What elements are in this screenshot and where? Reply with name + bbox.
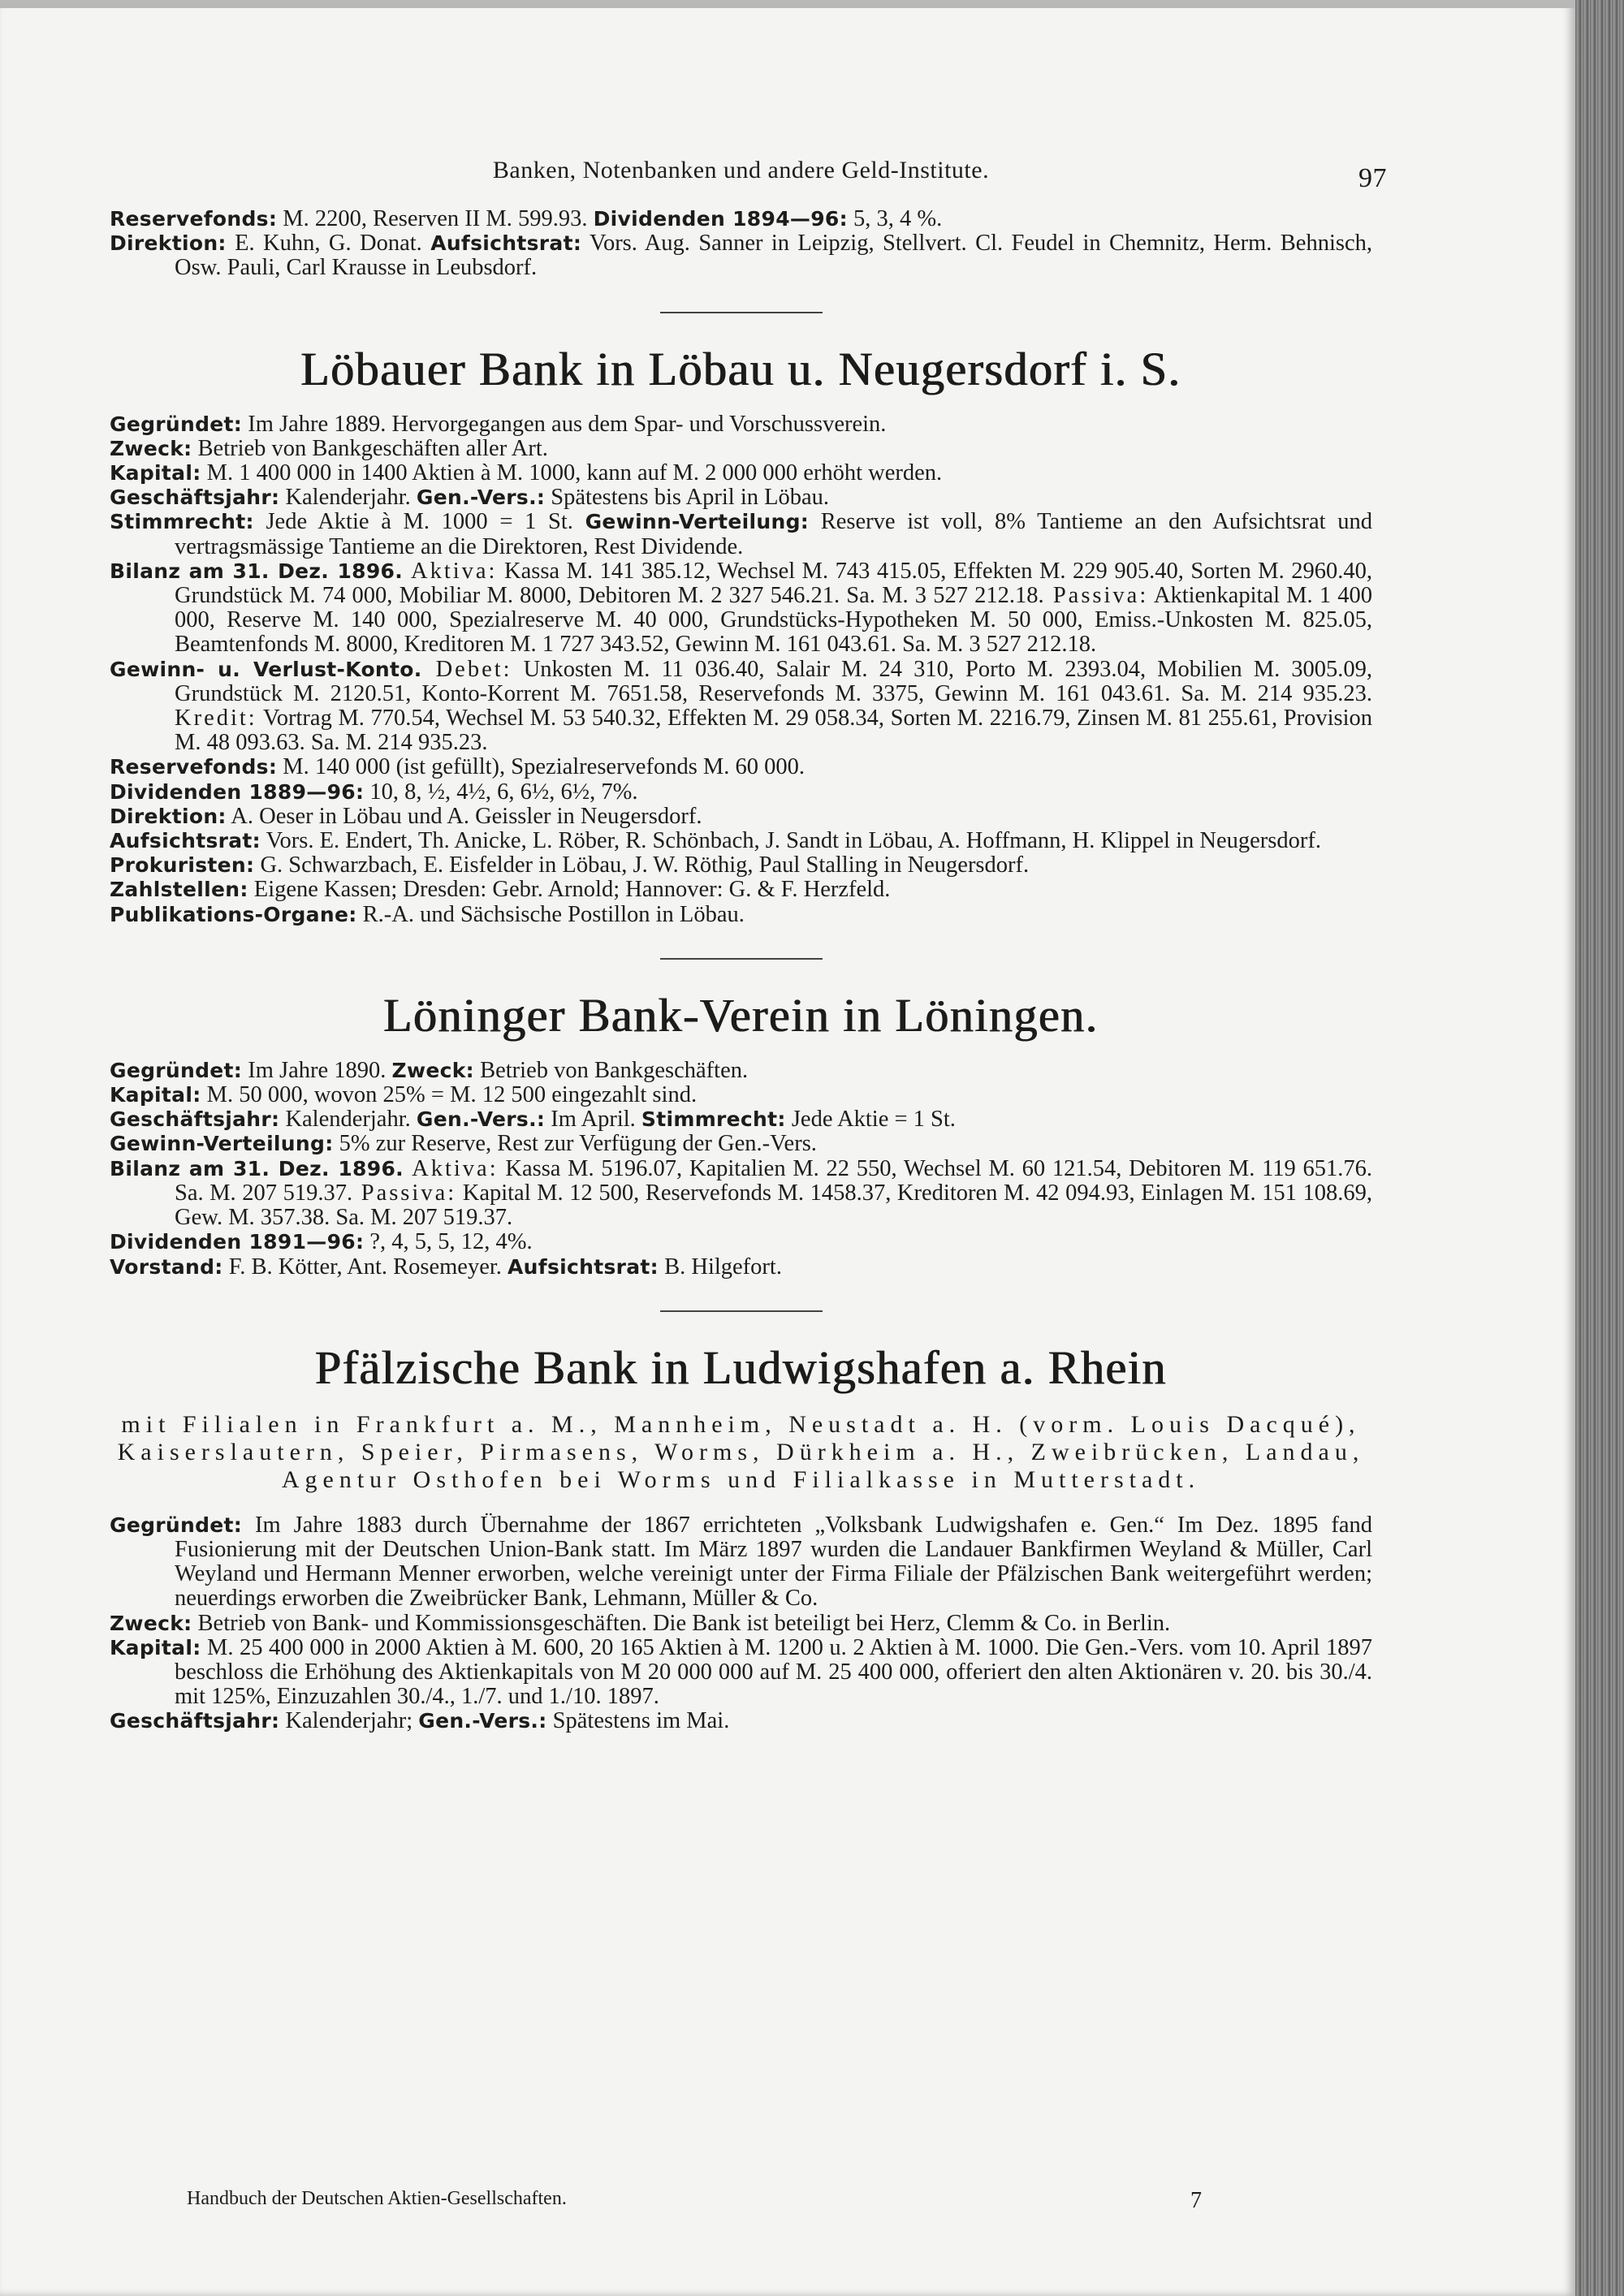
field-label: Gen.-Vers.: [416, 486, 546, 510]
field-text: M. 50 000, wovon 25% = M. 12 500 eingezahlt sind. [201, 1082, 698, 1108]
field-text: R.-A. und Sächsische Postillon in Löbau. [356, 901, 745, 927]
field-text: F. B. Kötter, Ant. Rosemeyer. [222, 1254, 508, 1280]
bank-entry [110, 341, 1372, 927]
account-side-label: Aktiva: [403, 1155, 499, 1181]
field-label: Kapital: [110, 1635, 201, 1659]
entry-paragraph [110, 1107, 1372, 1132]
bank-entries [110, 312, 1372, 1734]
field-label: Aufsichtsrat: [110, 829, 261, 853]
field-label: Stimmrecht: [110, 510, 254, 534]
field-text: M. 25 400 000 in 2000 Aktien à M. 600, 20 165 Aktien à M. 1200 u. 2 Aktien à M. 1000. Die Gen.-Vers. vom 10. April 1897 beschloss die Erhöhung des Aktienkapitals von M 20 000 000 auf M. 25 400 000, offeriert den alten Aktionären v. 20. bis 30./4. mit 125%, Einzuzahlen 30./4., 1./7. und 1./10. 1897. [175, 1634, 1372, 1710]
bank-title: Löninger Bank-Verein in Löningen. [383, 988, 1099, 1042]
bank-entry [110, 1340, 1372, 1734]
page-footer [187, 2188, 1202, 2213]
field-label: Reservefonds: [110, 755, 278, 779]
field-text: Spätestens bis April in Löbau. [545, 485, 830, 511]
field-text: Kassa M. 141 385.12, Wechsel M. 743 415.05, Effekten M. 229 905.40, Sorten M. 2960.40, Grundstück M. 74 000, Mobiliar M. 8000, Debitoren M. 2 327 546.21. Sa. M. 3 527 212.18. [175, 558, 1372, 609]
field-text: Vors. Aug. Sanner in Leipzig, Stellvert. Cl. Feudel in Chemnitz, Herm. Behnisch, Osw. Pauli, Carl Krausse in Leubsdorf. [175, 231, 1372, 281]
field-label: Zahlstellen: [110, 878, 248, 902]
field-text: Betrieb von Bank- und Kommissionsgeschäften. Die Bank ist beteiligt bei Herz, Clemm & Co. in Berlin. [192, 1610, 1171, 1636]
previous-entry-tail [110, 207, 1372, 281]
entry-paragraph [110, 412, 1372, 437]
field-label: Gewinn- u. Verlust-Konto. [110, 657, 422, 681]
signature-number: 7 [1190, 2188, 1202, 2213]
field-label: Gen.-Vers.: [416, 1107, 546, 1132]
field-text: Kalenderjahr; [279, 1708, 419, 1734]
field-label: Publikations-Organe: [110, 902, 357, 926]
field-label: Kapital: [110, 1083, 201, 1107]
field-text: M. 1 400 000 in 1400 Aktien à M. 1000, kann auf M. 2 000 000 erhöht werden. [201, 460, 943, 486]
field-text: Reserve ist voll, 8% Tantieme an den Aufsichtsrat und vertragsmässige Tantieme an die Direktoren, Rest Dividende. [175, 509, 1372, 559]
bank-entry [110, 987, 1372, 1280]
field-label: Prokuristen: [110, 853, 255, 878]
field-text: E. Kuhn, G. Donat. [226, 231, 431, 257]
field-label: Direktion: [110, 231, 227, 256]
field-text: 5, 3, 4 %. [847, 206, 943, 231]
field-label: Geschäftsjahr: [110, 1709, 280, 1733]
field-text: Unkosten M. 11 036.40, Salair M. 24 310, Porto M. 2393.04, Mobilien M. 3005.09, Grundstück M. 2120.51, Konto-Korrent M. 7651.58, Reservefonds M. 3375, Gewinn M. 161 043.61. Sa. M. 214 935.23. [175, 656, 1373, 706]
field-text: Kapital M. 12 500, Reservefonds M. 1458.37, Kreditoren M. 42 094.93, Einlagen M. 151 108.69, Gew. M. 357.38. Sa. M. 207 519.37. [175, 1180, 1373, 1231]
field-label: Gegründet: [110, 1058, 243, 1082]
field-text: Kassa M. 5196.07, Kapitalien M. 22 550, Wechsel M. 60 121.54, Debitoren M. 119 651.76. Sa. M. 207 519.37. [175, 1155, 1373, 1206]
field-text: Vortrag M. 770.54, Wechsel M. 53 540.32, Effekten M. 29 058.34, Sorten M. 2216.79, Zinsen M. 81 255.61, Provision M. 48 093.63. Sa. M. 214 935.23. [175, 706, 1372, 756]
field-label: Dividenden 1891—96: [110, 1230, 365, 1254]
field-text: Im Jahre 1889. Hervorgegangen aus dem Spar- und Vorschussverein. [242, 411, 887, 437]
field-label: Gegründet: [110, 412, 243, 436]
running-header [110, 157, 1387, 207]
entry-separator [660, 958, 823, 960]
entry-paragraph [110, 1157, 1372, 1231]
account-side-label: Debet: [421, 656, 512, 682]
field-label: Gen.-Vers.: [418, 1709, 547, 1733]
entry-paragraph [110, 1513, 1372, 1612]
field-text: G. Schwarzbach, E. Eisfelder in Löbau, J. W. Röthig, Paul Stalling in Neugersdorf. [254, 852, 1030, 878]
running-header-title: Banken, Notenbanken und andere Geld-Institute. [492, 157, 990, 183]
field-text: Jede Aktie à M. 1000 = 1 St. [253, 509, 585, 535]
field-text: M. 140 000 (ist gefüllt), Spezialreservefonds M. 60 000. [277, 754, 806, 780]
field-text: ?, 4, 5, 5, 12, 4%. [364, 1229, 533, 1255]
field-label: Direktion: [110, 804, 227, 828]
field-text: Eigene Kassen; Dresden: Gebr. Arnold; Hannover: G. & F. Herzfeld. [248, 877, 891, 903]
field-label: Geschäftsjahr: [110, 486, 280, 510]
account-side-label: Passiva: [1043, 583, 1149, 609]
entry-paragraph [110, 231, 1372, 280]
field-label: Zweck: [110, 436, 192, 460]
entry-paragraph [110, 878, 1372, 902]
entry-paragraph [110, 437, 1372, 461]
field-label: Bilanz am 31. Dez. 1896. [110, 559, 404, 583]
field-label: Dividenden 1894—96: [593, 207, 848, 231]
field-text: Betrieb von Bankgeschäften. [473, 1057, 749, 1083]
field-label: Kapital: [110, 461, 201, 486]
field-label: Reservefonds: [110, 207, 278, 231]
entry-paragraph [110, 1636, 1372, 1710]
entry-paragraph [110, 829, 1372, 853]
field-text: Kalenderjahr. [279, 1107, 417, 1133]
entry-paragraph [110, 1709, 1372, 1733]
field-label: Bilanz am 31. Dez. 1896. [110, 1156, 404, 1180]
entry-paragraph [110, 755, 1372, 779]
field-text: 5% zur Reserve, Rest zur Verfügung der Gen.-Vers. [333, 1131, 817, 1157]
bank-title: Löbauer Bank in Löbau u. Neugersdorf i. S. [300, 342, 1181, 395]
field-label: Zweck: [110, 1611, 192, 1635]
entry-paragraph [110, 903, 1372, 927]
page-content [110, 157, 1387, 1734]
entry-paragraph [110, 1612, 1372, 1636]
entry-paragraph [110, 1132, 1372, 1156]
field-text: Aktienkapital M. 1 400 000, Reserve M. 140 000, Spezialreserve M. 40 000, Grundstücks-Hypotheken M. 50 000, Emiss.-Unkosten M. 825.05, Beamtenfonds M. 8000, Kreditoren M. 1 727 343.52, Gewinn M. 161 043.61. Sa. M. 3 527 212.18. [175, 583, 1373, 658]
field-label: Dividenden 1889—96: [110, 779, 365, 804]
field-text: Jede Aktie = 1 St. [785, 1107, 956, 1133]
account-side-label: Aktiva: [403, 558, 498, 584]
entry-paragraph [110, 559, 1372, 658]
entry-paragraph [110, 486, 1372, 510]
field-label: Aufsichtsrat: [430, 231, 582, 256]
footer-title: Handbuch der Deutschen Aktien-Gesellschaften. [187, 2188, 567, 2209]
field-text: Im April. [545, 1107, 641, 1133]
field-label: Stimmrecht: [641, 1107, 786, 1132]
field-text: Im Jahre 1883 durch Übernahme der 1867 errichteten „Volksbank Ludwigshafen e. Gen.“ Im Dez. 1895 fand Fusionierung mit der Deutschen Union-Bank statt. Im März 1897 wurden die Landauer Bankfirmen Weyland & Müller, Carl Weyland und Hermann Menner erworben, welche vereinigt unter der Firma Filiale der Pfälzischen Bank weitergeführt werden; neuerdings erworben die Zweibrücker Bank, Lehmann, Müller & Co. [175, 1512, 1372, 1612]
field-label: Zweck: [391, 1058, 474, 1082]
field-text: Vors. E. Endert, Th. Anicke, L. Röber, R. Schönbach, J. Sandt in Löbau, A. Hoffmann, H. Klippel in Neugersdorf. [260, 828, 1321, 854]
field-label: Geschäftsjahr: [110, 1107, 280, 1132]
page-stack-edge [1575, 0, 1624, 2296]
field-text: M. 2200, Reserven II M. 599.93. [277, 206, 594, 231]
field-text: Kalenderjahr. [279, 485, 417, 511]
field-label: Gewinn-Verteilung: [110, 1132, 334, 1156]
field-text: 10, 8, ½, 4½, 6, 6½, 6½, 7%. [364, 779, 638, 805]
field-label: Gewinn-Verteilung: [585, 510, 810, 534]
entry-paragraph [110, 510, 1372, 559]
field-label: Vorstand: [110, 1254, 223, 1279]
entry-separator [660, 312, 823, 313]
entry-paragraph [110, 1059, 1372, 1083]
account-side-label: Kredit: [175, 706, 257, 732]
field-label: Gegründet: [110, 1513, 243, 1537]
field-text: B. Hilgefort. [658, 1254, 782, 1280]
field-text: Spätestens im Mai. [546, 1708, 730, 1734]
field-label: Aufsichtsrat: [508, 1254, 659, 1279]
bank-subtitle: mit Filialen in Frankfurt a. M., Mannheim, Neustadt a. H. (vorm. Louis Dacqué), Kaiserslautern, Speier, Pirmasens, Worms, Dürkheim a. H., Zweibrücken, Landau, Agentur Osthofen bei Worms und Filialkasse in Mutterstadt. [117, 1410, 1365, 1493]
entry-separator [660, 1310, 823, 1312]
entry-paragraph [110, 1230, 1372, 1254]
entry-paragraph [110, 805, 1372, 829]
entry-paragraph [110, 780, 1372, 805]
entry-paragraph [110, 1083, 1372, 1107]
entry-paragraph [110, 207, 1372, 231]
entry-paragraph [110, 658, 1372, 756]
account-side-label: Passiva: [352, 1180, 457, 1206]
field-text: A. Oeser in Löbau und A. Geissler in Neugersdorf. [226, 803, 702, 829]
bank-title: Pfälzische Bank in Ludwigshafen a. Rhein [315, 1340, 1167, 1394]
field-text: Betrieb von Bankgeschäften aller Art. [192, 435, 548, 461]
entry-paragraph [110, 853, 1372, 878]
page-number: 97 [1358, 163, 1387, 193]
entry-paragraph [110, 461, 1372, 486]
field-text: Im Jahre 1890. [242, 1057, 392, 1083]
entry-paragraph [110, 1255, 1372, 1280]
top-edge [0, 0, 1575, 8]
